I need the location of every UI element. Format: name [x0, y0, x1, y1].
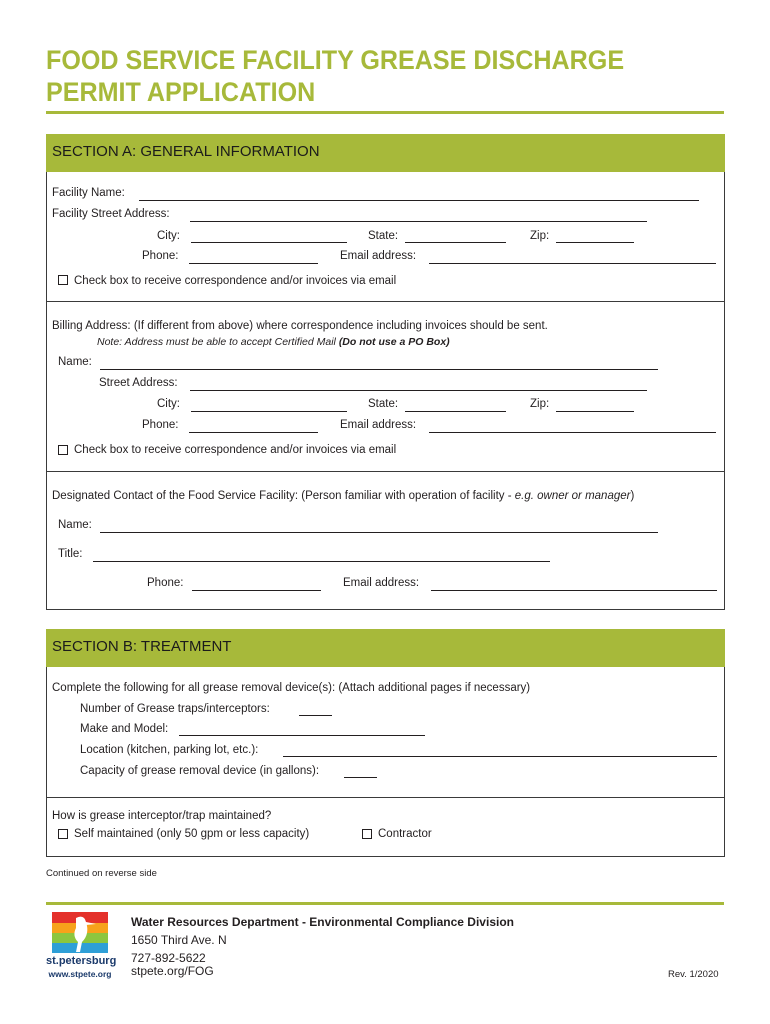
billing-street-label: Street Address: [99, 377, 178, 389]
facility-street-label: Facility Street Address: [52, 208, 170, 220]
section-a-heading: SECTION A: GENERAL INFORMATION [46, 134, 725, 172]
self-maintained-label: Self maintained (only 50 gpm or less capacity) [74, 828, 310, 840]
st-petersburg-logo [46, 912, 117, 982]
billing-email-checkbox[interactable] [58, 445, 68, 455]
billing-name-label: Name: [58, 356, 92, 368]
billing-email-label: Email address: [340, 419, 417, 431]
billing-state-field[interactable] [405, 411, 506, 412]
capacity-label: Capacity of grease removal device (in gallons): [80, 765, 320, 777]
continued-note: Continued on reverse side [46, 868, 157, 879]
contact-phone-field[interactable] [192, 590, 321, 591]
footer-department: Water Resources Department - Environmental Compliance Division [131, 915, 514, 929]
email-label: Email address: [340, 250, 417, 262]
contact-title-field[interactable] [93, 561, 550, 562]
logo-url: www.stpete.org [48, 969, 112, 979]
billing-city-field[interactable] [191, 411, 347, 412]
state-field[interactable] [405, 242, 506, 243]
revision-date: Rev. 1/2020 [668, 969, 719, 980]
title-line-2: PERMIT APPLICATION [46, 77, 316, 107]
phone-field[interactable] [189, 263, 318, 264]
footer-phone: 727-892-5622 [131, 951, 206, 965]
billing-name-field[interactable] [100, 369, 658, 370]
state-label: State: [368, 230, 399, 242]
title-rule [46, 111, 724, 114]
billing-email-checkbox-label: Check box to receive correspondence and/or invoices via email [74, 444, 397, 456]
logo-city-name: st.petersburg [46, 955, 117, 967]
contact-intro: Designated Contact of the Food Service Facility: (Person familiar with operation of facility - e.g. owner or manager) [52, 490, 635, 502]
make-model-field[interactable] [179, 735, 425, 736]
footer-address: 1650 Third Ave. N [131, 933, 227, 947]
billing-phone-label: Phone: [142, 419, 179, 431]
page-title [46, 44, 660, 108]
zip-label: Zip: [530, 230, 550, 242]
email-correspondence-label: Check box to receive correspondence and/or invoices via email [74, 275, 397, 287]
maintenance-question: How is grease interceptor/trap maintained? [52, 810, 272, 822]
treatment-intro: Complete the following for all grease removal device(s): (Attach additional pages if necessary) [52, 682, 531, 694]
billing-zip-field[interactable] [556, 411, 634, 412]
city-label: City: [157, 230, 180, 242]
capacity-field[interactable] [344, 777, 377, 778]
location-label: Location (kitchen, parking lot, etc.): [80, 744, 259, 756]
contractor-checkbox[interactable] [362, 829, 372, 839]
billing-phone-field[interactable] [189, 432, 318, 433]
billing-street-field[interactable] [190, 390, 647, 391]
section-b-heading: SECTION B: TREATMENT [46, 629, 725, 667]
footer-rule [46, 902, 724, 905]
city-field[interactable] [191, 242, 347, 243]
contractor-label: Contractor [378, 828, 432, 840]
facility-street-field[interactable] [190, 221, 647, 222]
billing-state-label: State: [368, 398, 399, 410]
traps-field[interactable] [299, 715, 332, 716]
contact-email-label: Email address: [343, 577, 420, 589]
contact-title-label: Title: [58, 548, 83, 560]
billing-intro: Billing Address: (If different from above) where correspondence including invoices should be sent. [52, 320, 548, 332]
billing-email-field[interactable] [429, 432, 716, 433]
contact-name-field[interactable] [100, 532, 658, 533]
email-field[interactable] [429, 263, 716, 264]
footer-web[interactable]: stpete.org/FOG [131, 964, 214, 978]
section-a-divider-1 [47, 301, 724, 302]
billing-zip-label: Zip: [530, 398, 550, 410]
contact-phone-label: Phone: [147, 577, 184, 589]
billing-note: Note: Address must be able to accept Certified Mail (Do not use a PO Box) [97, 336, 450, 348]
contact-name-label: Name: [58, 519, 92, 531]
self-maintained-checkbox[interactable] [58, 829, 68, 839]
zip-field[interactable] [556, 242, 634, 243]
facility-name-field[interactable] [139, 200, 699, 201]
section-a-divider-2 [47, 471, 724, 472]
phone-label: Phone: [142, 250, 179, 262]
contact-email-field[interactable] [431, 590, 717, 591]
section-b-divider [47, 797, 724, 798]
title-line-1: FOOD SERVICE FACILITY GREASE DISCHARGE [46, 45, 625, 75]
section-b-box [46, 667, 725, 857]
section-a-box [46, 172, 725, 610]
location-field[interactable] [283, 756, 717, 757]
traps-label: Number of Grease traps/interceptors: [80, 703, 270, 715]
make-model-label: Make and Model: [80, 723, 169, 735]
facility-name-label: Facility Name: [52, 187, 125, 199]
email-correspondence-checkbox[interactable] [58, 275, 68, 285]
billing-city-label: City: [157, 398, 180, 410]
